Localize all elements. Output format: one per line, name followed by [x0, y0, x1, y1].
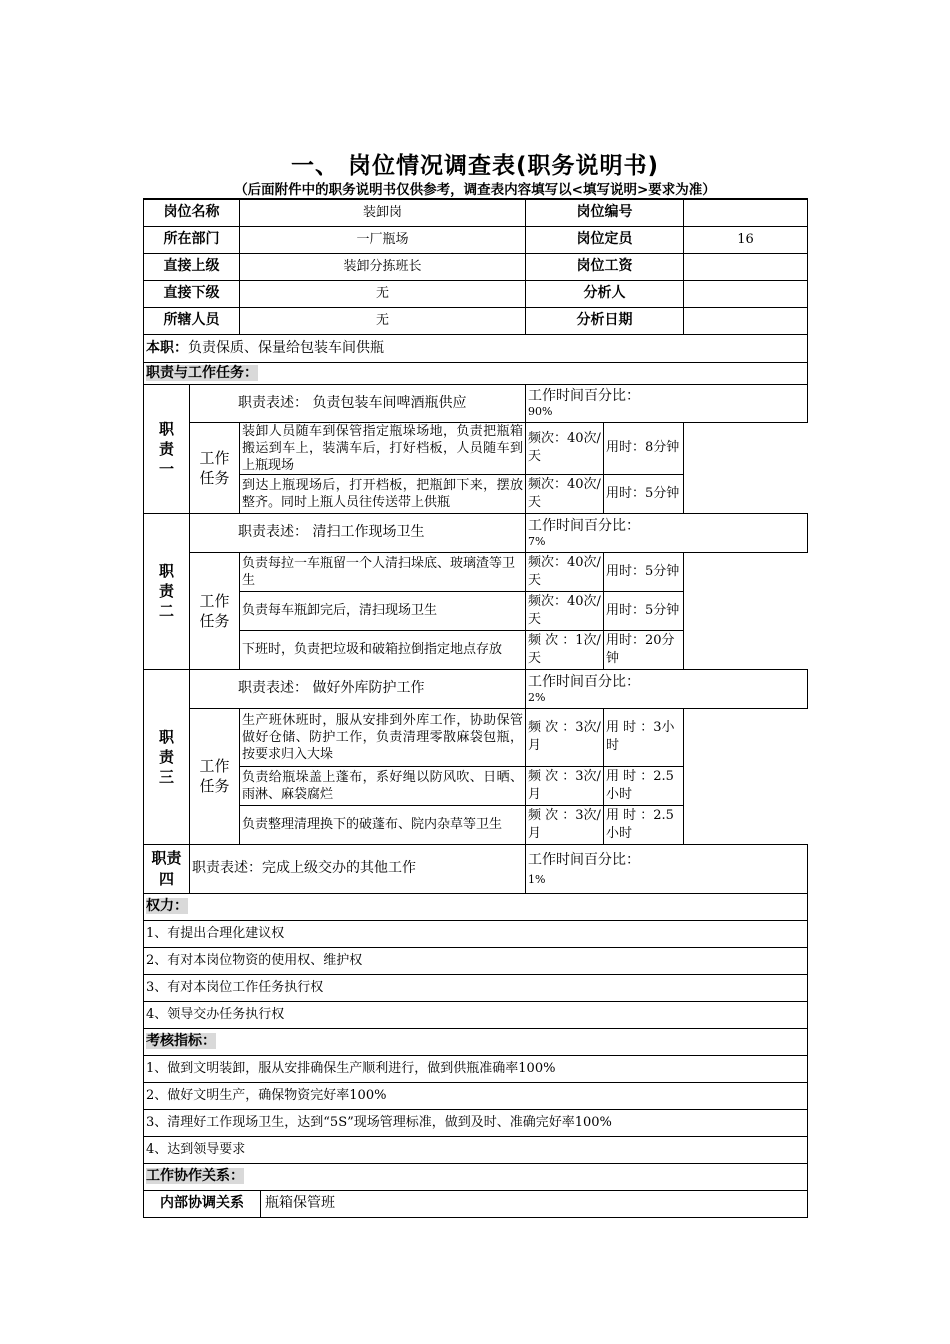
value-salary [684, 253, 808, 280]
label-analysis-date: 分析日期 [526, 307, 684, 334]
job-survey-grid [143, 198, 808, 1218]
value-job-code [684, 199, 808, 226]
duty-2-task-3-freq: 频 次 ：1次/ 天 [526, 630, 604, 669]
power-item-4: 4、领导交办任务执行权 [144, 1001, 808, 1028]
label-direct-superior: 直接上级 [144, 253, 240, 280]
duty-1-task-1-time: 用时：8分钟 [604, 422, 684, 474]
internal-coop-value: 瓶箱保管班 [265, 1195, 335, 1211]
kpi-title-row [144, 1028, 808, 1055]
duty-4-desc: 职责表述：完成上级交办的其他工作 [190, 844, 526, 893]
coop-title-row [144, 1163, 808, 1190]
basic-row [144, 307, 808, 334]
basic-row [144, 226, 808, 253]
duty-1-desc: 职责表述： 负责包装车间啤酒瓶供应 [190, 384, 526, 422]
duty-3-task-3-text: 负责整理清理换下的破蓬布、院内杂草等卫生 [240, 805, 526, 844]
basic-row [144, 199, 808, 226]
duty-3-task-label: 工作 任务 [190, 708, 240, 844]
label-salary: 岗位工资 [526, 253, 684, 280]
duty-4-row [144, 844, 808, 893]
label-analyst: 分析人 [526, 280, 684, 307]
duty-3-task-1-text: 生产班休班时，服从安排到外库工作，协助保管做好仓储、防护工作，负责清理零散麻袋包瓶，按要求归入大垛 [240, 708, 526, 766]
kpi-title: 考核指标： [146, 1033, 216, 1049]
duty-3-task-1-freq: 频 次 ：3次/月 [526, 708, 604, 766]
duty-2-task-row [144, 552, 808, 591]
duty-2-percent: 工作时间百分比： 7% [526, 513, 808, 552]
duty-4-percent: 工作时间百分比： 1% [526, 844, 808, 893]
main-duty-row [144, 334, 808, 362]
duty-3-task-3-freq: 频 次 ：3次/月 [526, 805, 604, 844]
duty-2-task-label: 工作 任务 [190, 552, 240, 669]
main-duty-label: 本职： [146, 339, 188, 356]
label-job-code: 岗位编号 [526, 199, 684, 226]
value-headcount: 16 [684, 226, 808, 253]
duty-1-task-label: 工作 任务 [190, 422, 240, 513]
duty-2-desc-row [144, 513, 808, 552]
duty-2-task-row [144, 591, 808, 630]
duty-1-task-2-time: 用时：5分钟 [604, 474, 684, 513]
duty-3-percent: 工作时间百分比： 2% [526, 669, 808, 708]
duty-2-task-2-time: 用时：5分钟 [604, 591, 684, 630]
kpi-item-2: 2、做好文明生产，确保物资完好率100% [144, 1082, 808, 1109]
duty-4-label: 职责 四 [144, 844, 190, 893]
kpi-item-4: 4、达到领导要求 [144, 1136, 808, 1163]
duty-3-task-row [144, 708, 808, 766]
duty-2-task-3-time: 用时：20分钟 [604, 630, 684, 669]
label-job-name: 岗位名称 [144, 199, 240, 226]
duty-3-task-2-freq: 频 次 ：3次/月 [526, 766, 604, 805]
duty-3-task-2-text: 负责给瓶垛盖上蓬布，系好绳以防风吹、日晒、雨淋、麻袋腐烂 [240, 766, 526, 805]
list-item [144, 1082, 808, 1109]
list-item [144, 974, 808, 1001]
duty-1-task-2-text: 到达上瓶现场后，打开档板，把瓶卸下来，摆放整齐。同时上瓶人员往传送带上供瓶 [240, 474, 526, 513]
power-item-3: 3、有对本岗位工作任务执行权 [144, 974, 808, 1001]
duty-1-task-1-text: 装卸人员随车到保管指定瓶垛场地，负责把瓶箱搬运到车上，装满车后，打好档板，人员随车到上瓶现场 [240, 422, 526, 474]
list-item [144, 920, 808, 947]
power-item-2: 2、有对本岗位物资的使用权、维护权 [144, 947, 808, 974]
duty-3-label: 职 责 三 [144, 669, 190, 844]
value-staff: 无 [240, 307, 526, 334]
duty-1-percent: 工作时间百分比： 90% [526, 384, 808, 422]
duty-2-task-2-text: 负责每车瓶卸完后，清扫现场卫生 [240, 591, 526, 630]
label-direct-subordinate: 直接下级 [144, 280, 240, 307]
power-item-1: 1、有提出合理化建议权 [144, 920, 808, 947]
list-item [144, 1001, 808, 1028]
basic-row [144, 253, 808, 280]
main-duty-text: 负责保质、保量给包装车间供瓶 [188, 339, 384, 356]
value-direct-subordinate: 无 [240, 280, 526, 307]
duties-title: 职责与工作任务： [146, 364, 258, 381]
list-item [144, 1136, 808, 1163]
duty-3-task-2-time: 用 时 ：2.5小时 [604, 766, 684, 805]
duty-2-task-3-text: 下班时，负责把垃圾和破箱拉倒指定地点存放 [240, 630, 526, 669]
value-department: 一厂瓶场 [240, 226, 526, 253]
duty-1-label: 职 责 一 [144, 384, 190, 513]
value-job-name: 装卸岗 [240, 199, 526, 226]
coop-title: 工作协作关系： [146, 1168, 244, 1184]
duty-1-desc-row [144, 384, 808, 422]
page-title: 一、 岗位情况调查表(职务说明书) [290, 153, 660, 179]
basic-row [144, 280, 808, 307]
label-headcount: 岗位定员 [526, 226, 684, 253]
kpi-item-1: 1、做到文明装卸，服从安排确保生产顺利进行，做到供瓶准确率100% [144, 1055, 808, 1082]
duty-3-desc-row [144, 669, 808, 708]
duty-2-task-1-time: 用时：5分钟 [604, 552, 684, 591]
page-subtitle: （后面附件中的职务说明书仅供参考，调查表内容填写以<填写说明>要求为准） [234, 182, 716, 198]
duty-3-desc: 职责表述： 做好外库防护工作 [190, 669, 526, 708]
power-title: 权力： [146, 898, 188, 914]
coop-internal-row [144, 1190, 808, 1217]
duties-title-row [144, 362, 808, 384]
duty-3-task-1-time: 用 时 ：3小时 [604, 708, 684, 766]
value-analysis-date [684, 307, 808, 334]
duty-1-task-1-freq: 频次：40次/天 [526, 422, 604, 474]
list-item [144, 947, 808, 974]
internal-coop-label: 内部协调关系 [144, 1191, 261, 1217]
list-item [144, 1055, 808, 1082]
value-direct-superior: 装卸分拣班长 [240, 253, 526, 280]
duty-3-task-row [144, 805, 808, 844]
duty-1-task-row [144, 474, 808, 513]
duty-2-task-2-freq: 频次：40次/ 天 [526, 591, 604, 630]
list-item [144, 1109, 808, 1136]
label-staff: 所辖人员 [144, 307, 240, 334]
value-analyst [684, 280, 808, 307]
kpi-item-3: 3、清理好工作现场卫生，达到“5S”现场管理标准，做到及时、准确完好率100% [144, 1109, 808, 1136]
duty-3-task-3-time: 用 时 ：2.5小时 [604, 805, 684, 844]
duty-1-task-2-freq: 频次：40次/天 [526, 474, 604, 513]
power-title-row [144, 893, 808, 920]
duty-2-task-row [144, 630, 808, 669]
duty-2-label: 职 责 二 [144, 513, 190, 669]
duty-2-desc: 职责表述： 清扫工作现场卫生 [190, 513, 526, 552]
label-department: 所在部门 [144, 226, 240, 253]
duty-3-task-row [144, 766, 808, 805]
duty-1-task-row [144, 422, 808, 474]
duty-2-task-1-text: 负责每拉一车瓶留一个人清扫垛底、玻璃渣等卫生 [240, 552, 526, 591]
duty-2-task-1-freq: 频次：40次/天 [526, 552, 604, 591]
